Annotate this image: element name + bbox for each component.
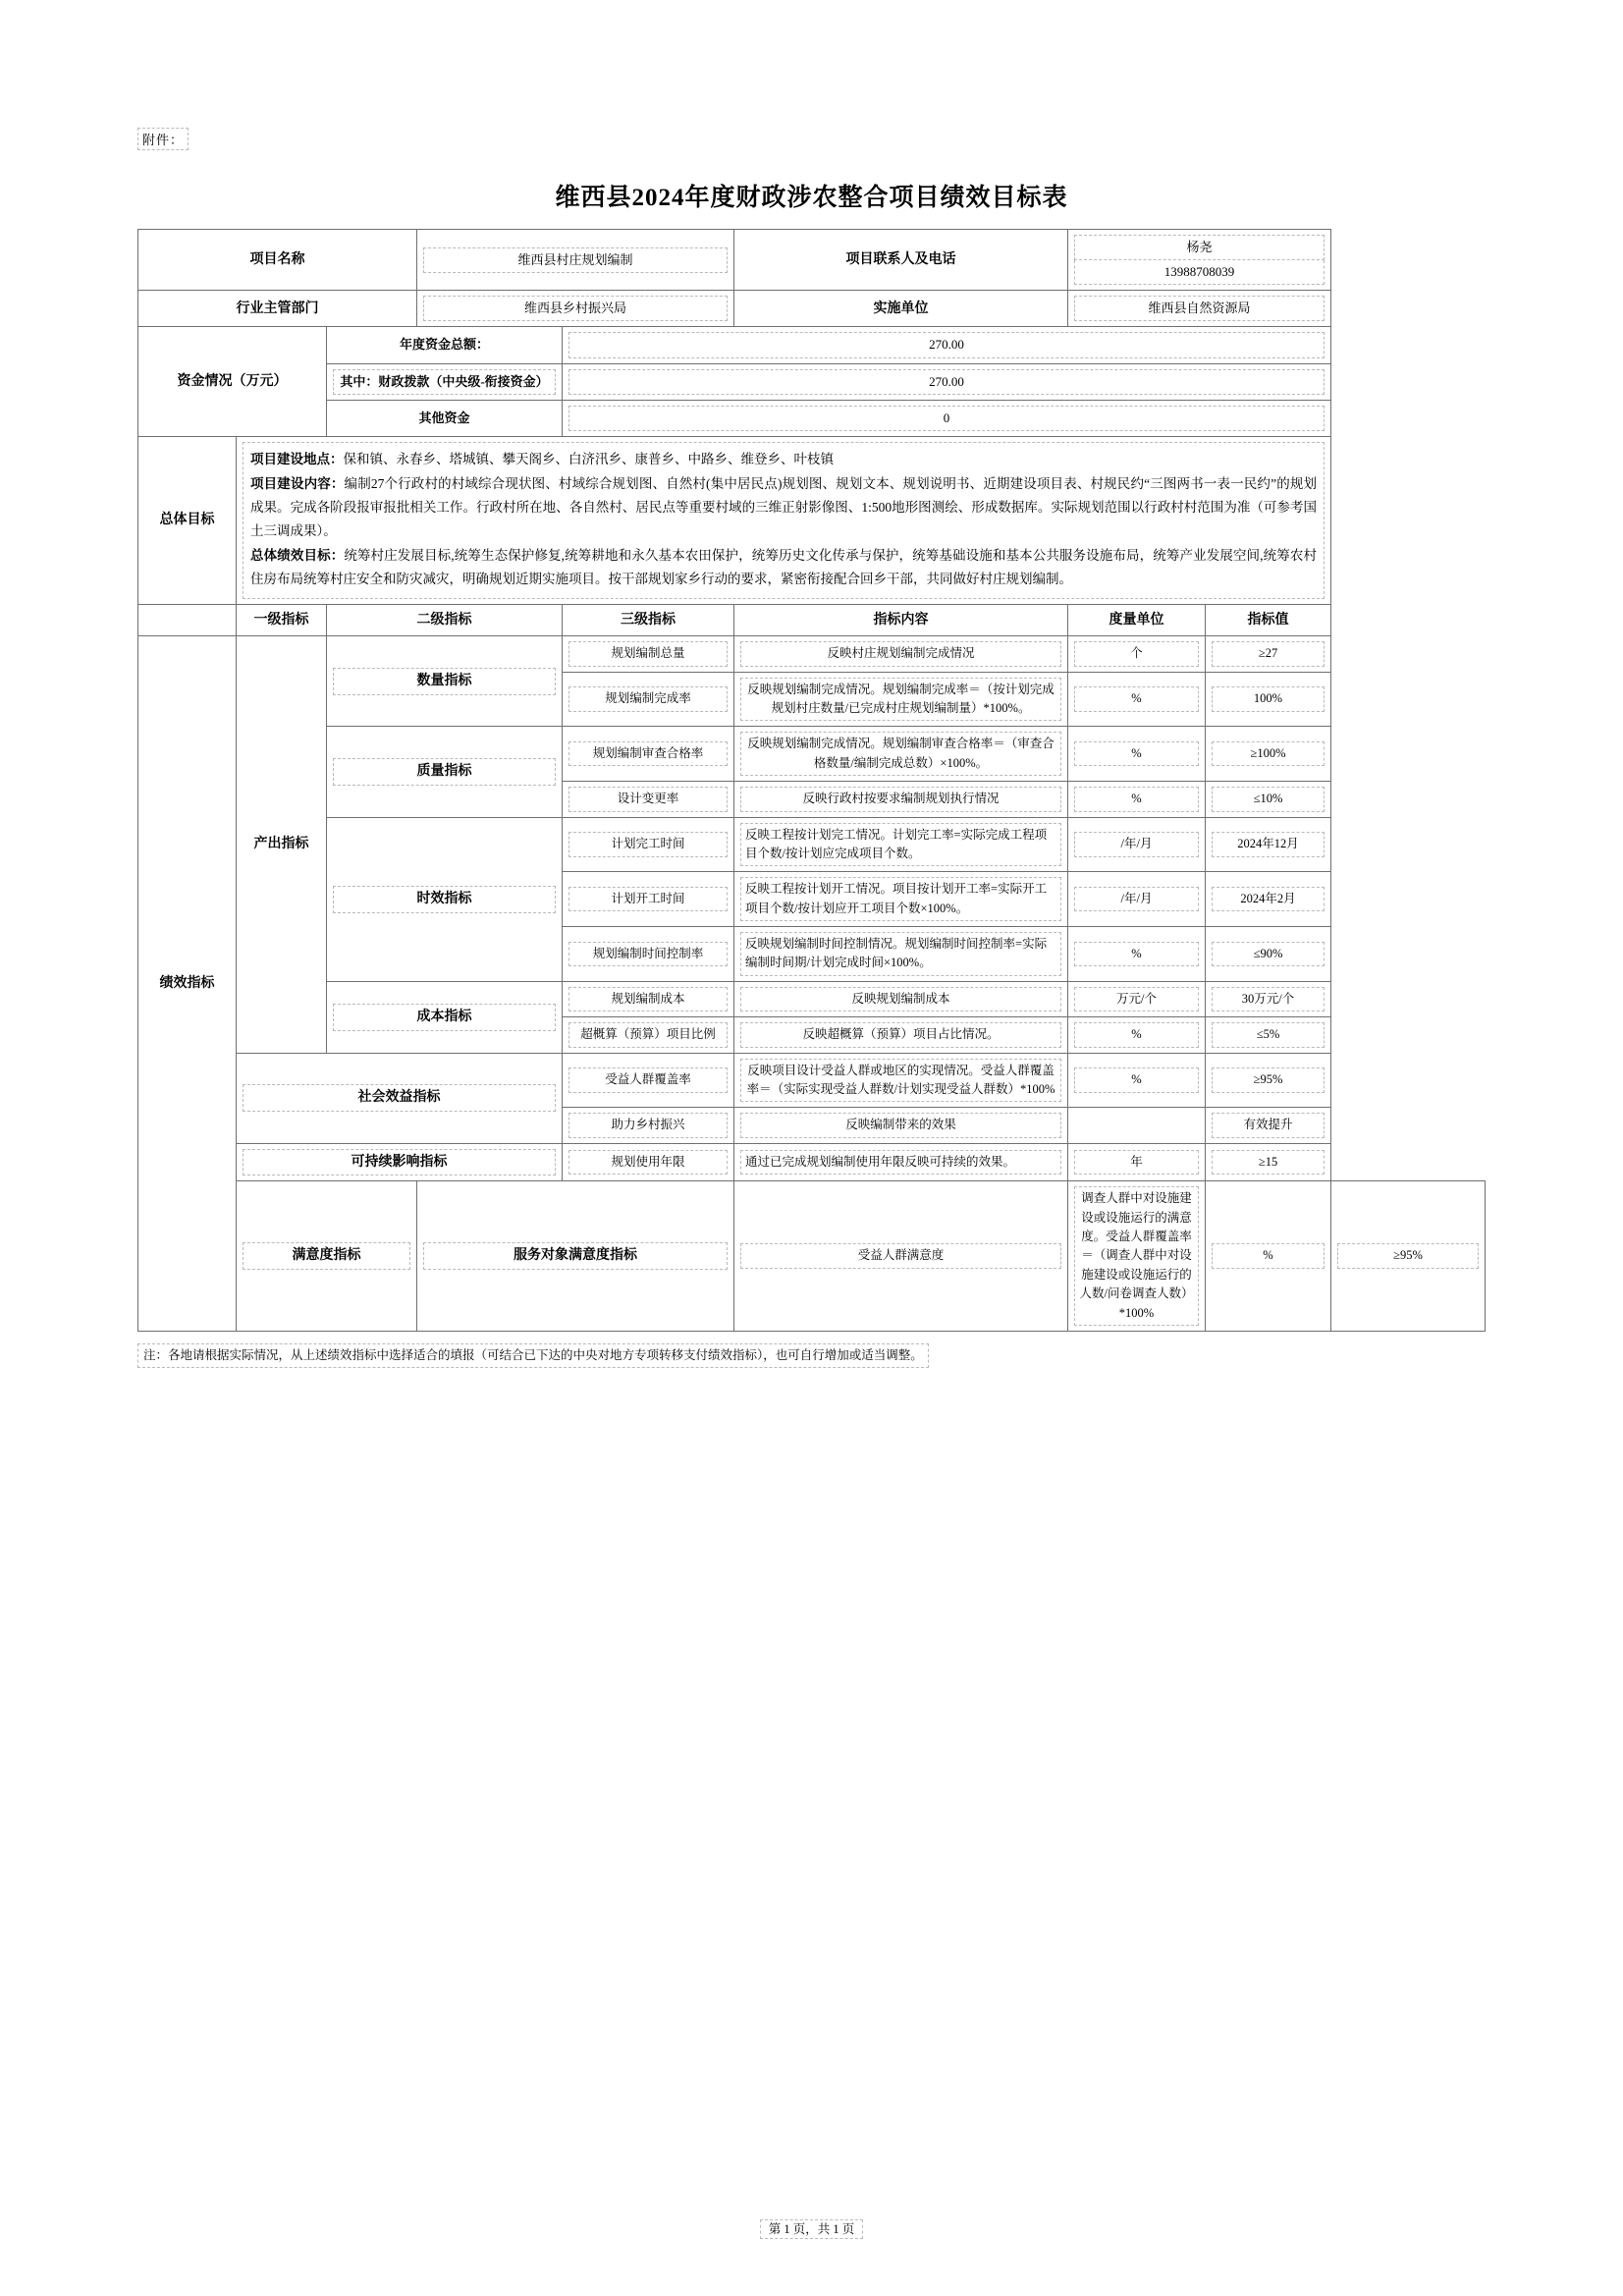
implement-unit-value-cell (1068, 291, 1331, 327)
project-name-value: 维西县村庄规划编制 (423, 247, 728, 273)
page-number: 第 1 页，共 1 页 (760, 2219, 864, 2239)
level3-cell (563, 1108, 734, 1143)
value-text: ≤90% (1212, 942, 1325, 966)
content-cell (734, 672, 1068, 727)
value-text: 有效提升 (1212, 1113, 1325, 1137)
content-cell (1068, 1181, 1206, 1332)
project-name-label: 项目名称 (138, 230, 417, 291)
funds-row-name-2: 其他资金 (327, 400, 563, 436)
value-text: 2024年12月 (1212, 832, 1325, 856)
funds-row-value-2: 0 (568, 406, 1325, 431)
level3-cell (734, 1181, 1068, 1332)
funds-row-value-cell-0 (563, 327, 1331, 363)
content-text: 反映工程按计划完工情况。计划完工率=实际完成工程项目个数/按计划应完成项目个数。 (740, 823, 1061, 867)
content-cell (734, 1017, 1068, 1053)
level2-social-benefit (237, 1053, 563, 1143)
content-text: 反映村庄规划编制完成情况 (740, 641, 1061, 666)
table-row (138, 436, 1486, 604)
table-row (138, 230, 1486, 291)
funds-row-value-cell-1 (563, 363, 1331, 400)
content-cell (734, 636, 1068, 672)
perf-indicator-label: 绩效指标 (138, 636, 237, 1332)
value-text: 30万元/个 (1212, 987, 1325, 1011)
table-row (138, 1181, 1486, 1332)
content-text: 反映行政村按要求编制规划执行情况 (740, 787, 1061, 811)
value-cell (1206, 1108, 1331, 1143)
unit-cell (1068, 672, 1206, 727)
table-row (138, 363, 1486, 400)
content-text: 反映规划编制完成情况。规划编制审查合格率＝（审查合格数量/编制完成总数）×100%。 (740, 732, 1061, 776)
content-cell (734, 782, 1068, 817)
unit-cell (1068, 1143, 1206, 1181)
level2-sustainable-text: 可持续影响指标 (243, 1149, 556, 1176)
content-text: 编制27个行政村的村域综合现状图、村域综合规划图、自然村(集中居民点)规划图、规划文本、规划说明书、近期建设项目表、村规民约“三图两书一表一民约”的规划成果。完成各阶段报审报批相关工作。行政村所在地、各自然村、居民点等重要村域的三维正射影像图、1:500地形图测绘、形成数据库。实际规划范围以行政村村范围为准（可参考国土三调成果）。 (250, 476, 1318, 538)
unit-text: 个 (1074, 641, 1199, 666)
level3-text: 规划编制总量 (568, 641, 728, 666)
table-row (138, 817, 1486, 872)
content-text: 反映规划编制成本 (740, 987, 1061, 1011)
level3-text: 规划使用年限 (568, 1150, 728, 1175)
value-text: ≥95% (1212, 1067, 1325, 1092)
value-cell (1206, 672, 1331, 727)
table-row (138, 1143, 1486, 1181)
level2-quality-text: 质量指标 (333, 758, 556, 786)
level3-cell (563, 1017, 734, 1053)
table-row (138, 291, 1486, 327)
funds-row-name-1-text: 其中：财政拨款（中央级-衔接资金） (333, 369, 556, 395)
content-cell (734, 872, 1068, 927)
content-text: 反映超概算（预算）项目占比情况。 (740, 1022, 1061, 1047)
level2-quality (327, 727, 563, 817)
header-value: 指标值 (1206, 604, 1331, 636)
content-text: 反映项目设计受益人群或地区的实现情况。受益人群覆盖率＝（实际实现受益人群数/计划实现受益人群数）*100% (740, 1059, 1061, 1103)
header-level3: 三级指标 (563, 604, 734, 636)
level3-text: 助力乡村振兴 (568, 1113, 728, 1137)
table-row (138, 1053, 1486, 1108)
unit-cell (1068, 727, 1206, 782)
level3-cell (563, 981, 734, 1016)
level3-cell (563, 872, 734, 927)
table-row (138, 981, 1486, 1016)
site-lead: 项目建设地点： (250, 451, 344, 466)
level1-satisfaction (237, 1181, 417, 1332)
unit-cell (1068, 927, 1206, 982)
funds-row-value-1: 270.00 (568, 369, 1325, 395)
level3-text: 设计变更率 (568, 787, 728, 811)
unit-text: /年/月 (1074, 887, 1199, 911)
value-cell (1206, 927, 1331, 982)
overall-goal-block (243, 442, 1325, 599)
table-row (138, 727, 1486, 782)
overall-goal-label: 总体目标 (138, 436, 237, 604)
unit-cell (1068, 636, 1206, 672)
value-cell (1206, 1017, 1331, 1053)
level3-cell (563, 817, 734, 872)
content-cell (734, 1108, 1068, 1143)
content-cell (734, 981, 1068, 1016)
unit-cell (1068, 1017, 1206, 1053)
unit-cell (1068, 981, 1206, 1016)
value-text: ≥95% (1337, 1243, 1479, 1268)
level3-cell (563, 672, 734, 727)
table-row (138, 636, 1486, 672)
contact-phone: 13988708039 (1074, 260, 1325, 285)
level3-text: 计划完工时间 (568, 832, 728, 856)
level2-service-satisfaction-text: 服务对象满意度指标 (423, 1242, 728, 1270)
table-row (138, 327, 1486, 363)
unit-text: % (1074, 1067, 1199, 1092)
industry-dept-value: 维西县乡村振兴局 (423, 296, 728, 321)
table-row-header (138, 604, 1486, 636)
value-cell (1206, 981, 1331, 1016)
content-cell (734, 727, 1068, 782)
level3-text: 受益人群满意度 (740, 1243, 1061, 1268)
level1-output: 产出指标 (237, 636, 327, 1053)
level3-text: 规划编制成本 (568, 987, 728, 1011)
content-text: 反映规划编制时间控制情况。规划编制时间控制率=实际编制时间期/计划完成时间×100%。 (740, 932, 1061, 976)
value-cell (1206, 782, 1331, 817)
value-cell (1206, 636, 1331, 672)
level3-text: 计划开工时间 (568, 887, 728, 911)
unit-cell (1068, 782, 1206, 817)
unit-text: % (1074, 1022, 1199, 1047)
empty-corner-cell (138, 604, 237, 636)
overall-goal-cell (237, 436, 1331, 604)
page-title: 维西县2024年度财政涉农整合项目绩效目标表 (555, 185, 1068, 211)
content-text: 反映规划编制完成情况。规划编制完成率＝（按计划完成规划村庄数量/已完成村庄规划编制量）*100%。 (740, 678, 1061, 722)
header-level1: 一级指标 (237, 604, 327, 636)
site-text: 保和镇、永春乡、塔城镇、攀天阁乡、白济汛乡、康普乡、中路乡、维登乡、叶枝镇 (343, 451, 834, 466)
unit-cell (1206, 1181, 1331, 1332)
level3-cell (563, 1143, 734, 1181)
unit-cell (1068, 1053, 1206, 1108)
unit-text: % (1074, 942, 1199, 966)
unit-cell (1068, 1108, 1206, 1143)
goal-lead: 总体绩效目标： (250, 548, 345, 564)
contact-name: 杨尧 (1074, 235, 1325, 260)
funds-row-value-0: 270.00 (568, 332, 1325, 357)
funds-row-value-cell-2 (563, 400, 1331, 436)
table-note: 注：各地请根据实际情况，从上述绩效指标中选择适合的填报（可结合已下达的中央对地方专项转移支付绩效指标），也可自行增加或适当调整。 (137, 1343, 929, 1368)
content-cell (734, 817, 1068, 872)
content-text: 反映工程按计划开工情况。项目按计划开工率=实际开工项目个数/按计划应开工项目个数×100%。 (740, 877, 1061, 921)
unit-cell (1068, 872, 1206, 927)
value-text: ≥15 (1212, 1150, 1325, 1175)
page-footer (0, 2219, 1623, 2237)
unit-cell (1068, 817, 1206, 872)
goal-text: 统筹村庄发展目标,统筹生态保护修复,统筹耕地和永久基本农田保护，统筹历史文化传承与保护，统筹基础设施和基本公共服务设施布局，统筹产业发展空间,统筹农村住房布局统筹村庄安全和防灾减灾，明确规划近期实施项目。按干部规划家乡行动的要求，紧密衔接配合回乡干部，共同做好村庄规划编制。 (250, 548, 1318, 586)
level3-cell (563, 727, 734, 782)
level3-text: 超概算（预算）项目比例 (568, 1022, 728, 1047)
value-text: ≤5% (1212, 1022, 1325, 1047)
content-cell (734, 1053, 1068, 1108)
header-level2: 二级指标 (327, 604, 563, 636)
level2-cost (327, 981, 563, 1053)
level3-cell (563, 636, 734, 672)
table-row (138, 400, 1486, 436)
content-text: 通过已完成规划编制使用年限反映可持续的效果。 (740, 1150, 1061, 1175)
level2-quantity (327, 636, 563, 727)
content-cell (734, 1143, 1068, 1181)
value-text: ≥100% (1212, 741, 1325, 766)
level3-text: 受益人群覆盖率 (568, 1067, 728, 1092)
unit-text: 年 (1074, 1150, 1199, 1175)
industry-dept-value-cell (417, 291, 734, 327)
unit-text: % (1074, 741, 1199, 766)
value-text: ≤10% (1212, 787, 1325, 811)
content-cell (734, 927, 1068, 982)
level3-text: 规划编制审查合格率 (568, 741, 728, 766)
unit-text: % (1212, 1243, 1325, 1268)
level3-cell (563, 782, 734, 817)
unit-text: % (1074, 787, 1199, 811)
level3-cell (563, 1053, 734, 1108)
unit-text: 万元/个 (1074, 987, 1199, 1011)
header-unit: 度量单位 (1068, 604, 1206, 636)
level3-cell (563, 927, 734, 982)
level2-quantity-text: 数量指标 (333, 668, 556, 695)
value-text: 2024年2月 (1212, 887, 1325, 911)
header-content: 指标内容 (734, 604, 1068, 636)
content-text: 反映编制带来的效果 (740, 1113, 1061, 1137)
level3-text: 规划编制完成率 (568, 686, 728, 711)
value-cell (1206, 817, 1331, 872)
performance-goal-table (137, 229, 1486, 1332)
implement-unit-label: 实施单位 (734, 291, 1068, 327)
level2-timeliness (327, 817, 563, 981)
value-cell (1206, 727, 1331, 782)
level2-service-satisfaction (417, 1181, 734, 1332)
contact-label: 项目联系人及电话 (734, 230, 1068, 291)
attachment-label: 附件： (137, 128, 189, 150)
value-text: ≥27 (1212, 641, 1325, 666)
value-text: 100% (1212, 686, 1325, 711)
value-cell (1206, 1053, 1331, 1108)
level2-social-benefit-text: 社会效益指标 (243, 1084, 556, 1112)
value-cell (1206, 1143, 1331, 1181)
level2-sustainable (237, 1143, 563, 1181)
funds-label: 资金情况（万元） (138, 327, 327, 436)
value-cell (1331, 1181, 1486, 1332)
value-cell (1206, 872, 1331, 927)
unit-text: % (1074, 686, 1199, 711)
content-lead: 项目建设内容： (250, 476, 345, 492)
level1-satisfaction-text: 满意度指标 (243, 1242, 410, 1270)
unit-text: /年/月 (1074, 832, 1199, 856)
content-text: 调查人群中对设施建设或设施运行的满意度。受益人群覆盖率＝（调查人群中对设施建设或设施运行的人数/问卷调查人数）*100% (1074, 1186, 1199, 1326)
industry-dept-label: 行业主管部门 (138, 291, 417, 327)
funds-row-name-1 (327, 363, 563, 400)
level2-cost-text: 成本指标 (333, 1004, 556, 1031)
funds-row-name-0: 年度资金总额： (327, 327, 563, 363)
project-name-value-cell (417, 230, 734, 291)
contact-value-cell (1068, 230, 1331, 291)
level3-text: 规划编制时间控制率 (568, 942, 728, 966)
level2-timeliness-text: 时效指标 (333, 886, 556, 913)
implement-unit-value: 维西县自然资源局 (1074, 296, 1325, 321)
